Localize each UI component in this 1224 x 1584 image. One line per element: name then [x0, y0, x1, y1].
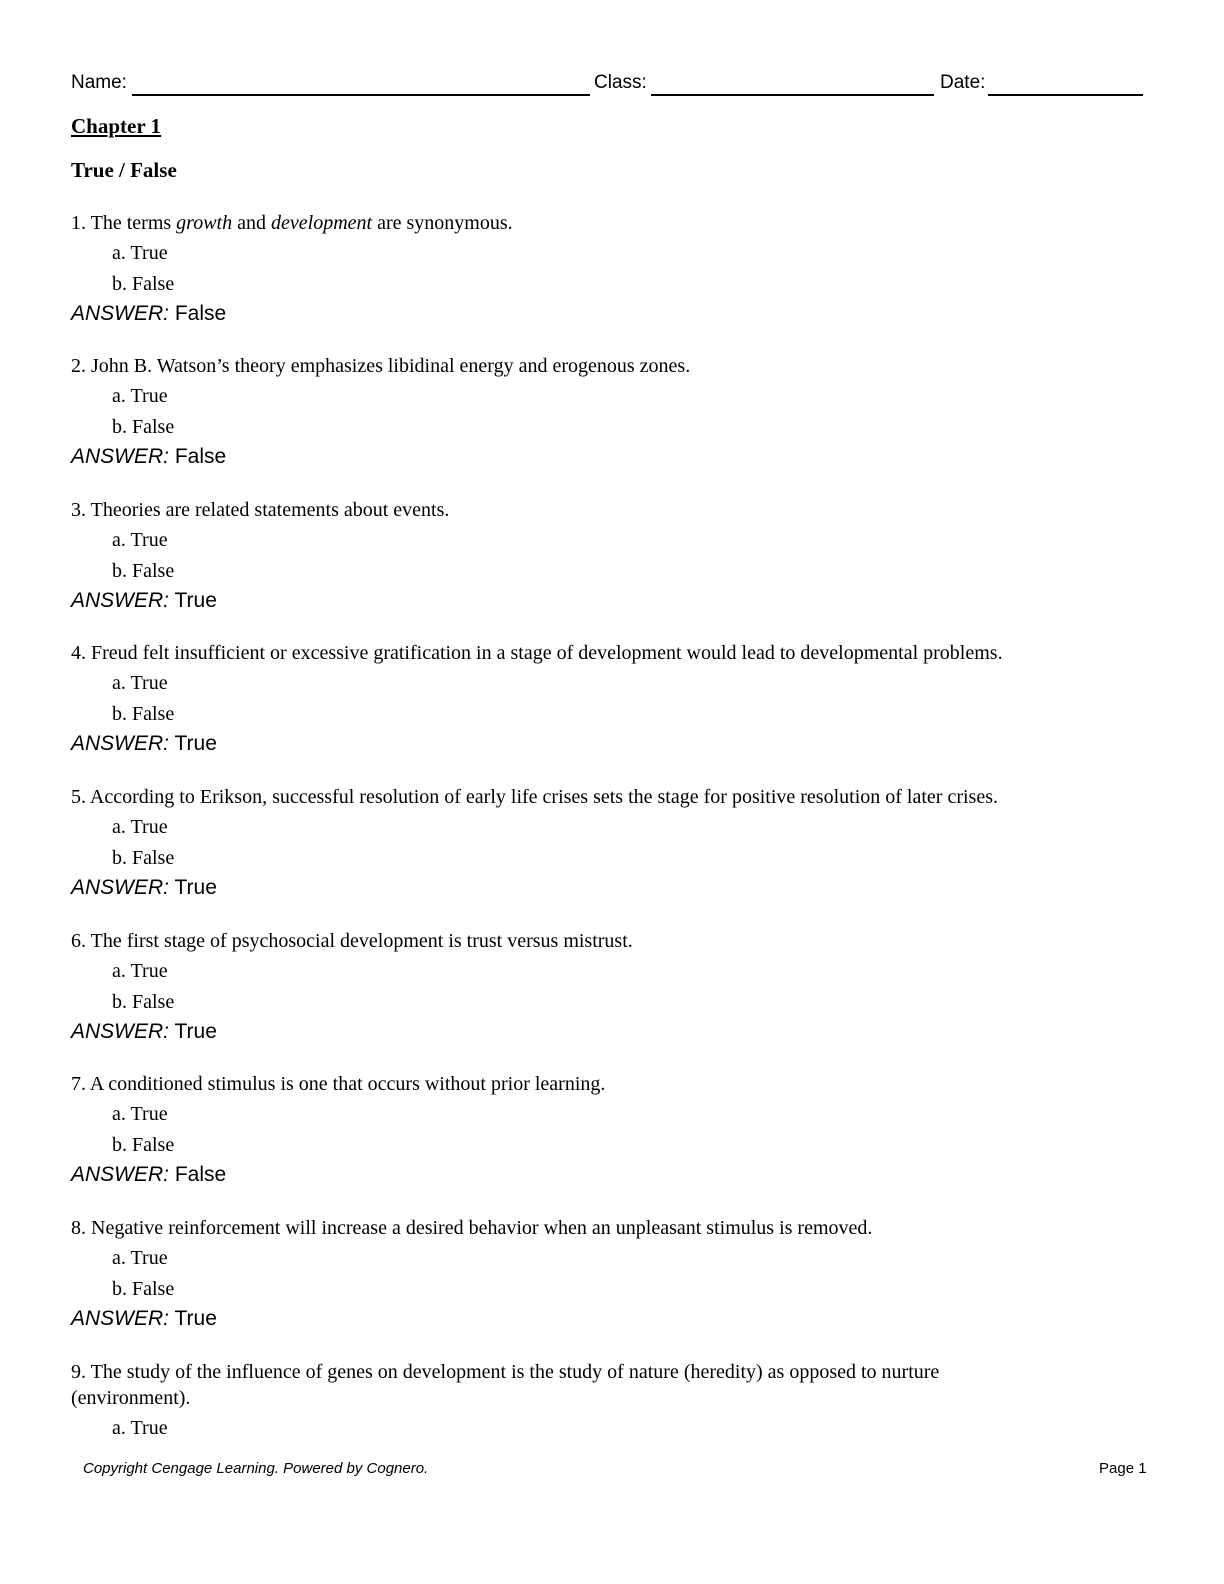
question-stem: 8. Negative reinforcement will increase a desired behavior when an unpleasant stimulus is removed. [71, 1217, 873, 1239]
option-false[interactable]: b. False [112, 991, 175, 1013]
question-stem: 7. A conditioned stimulus is one that occurs without prior learning. [71, 1073, 606, 1095]
question-1 [71, 210, 1151, 327]
question-stem: 6. The first stage of psychosocial development is trust versus mistrust. [71, 930, 633, 952]
question-3 [71, 497, 1151, 614]
option-false[interactable]: b. False [112, 273, 175, 295]
answer-value: False [174, 302, 227, 325]
option-true[interactable]: a. True [112, 242, 168, 264]
question-stem: 5. According to Erikson, successful resolution of early life crises sets the stage for positive resolution of later crises. [71, 786, 998, 808]
answer [71, 444, 1151, 470]
answer-label: ANSWER: [71, 445, 170, 468]
option-false[interactable]: b. False [112, 847, 175, 869]
question-stem: 3. Theories are related statements about events. [71, 499, 450, 521]
answer [71, 1162, 1151, 1188]
date-label: Date: [940, 72, 986, 93]
answer-value: True [174, 1307, 217, 1330]
option-false[interactable]: b. False [112, 560, 175, 582]
option-false[interactable]: b. False [112, 416, 175, 438]
copyright-text: Copyright Cengage Learning. Powered by Cognero. [83, 1460, 429, 1477]
answer [71, 731, 1151, 757]
question-9 [71, 1359, 1031, 1441]
option-true[interactable]: a. True [112, 816, 168, 838]
answer-value: True [174, 1020, 217, 1043]
question-stem: 1. The terms growth and development are synonymous. [71, 212, 513, 234]
option-true[interactable]: a. True [112, 672, 168, 694]
answer-label: ANSWER: [71, 1020, 170, 1043]
answer-label: ANSWER: [71, 1307, 170, 1330]
answer [71, 875, 1151, 901]
answer-label: ANSWER: [71, 876, 170, 899]
option-false[interactable]: b. False [112, 703, 175, 725]
option-true[interactable]: a. True [112, 1247, 168, 1269]
answer [71, 1019, 1151, 1045]
date-field[interactable] [988, 94, 1143, 96]
answer-value: True [174, 732, 217, 755]
question-stem: 2. John B. Watson’s theory emphasizes libidinal energy and erogenous zones. [71, 355, 691, 377]
name-label: Name: [71, 72, 127, 93]
answer-label: ANSWER: [71, 302, 170, 325]
answer-label: ANSWER: [71, 732, 170, 755]
question-8 [71, 1215, 1151, 1332]
name-field[interactable] [132, 94, 590, 96]
question-stem: 9. The study of the influence of genes on development is the study of nature (heredity) as opposed to nurture (environment). [71, 1361, 940, 1409]
answer-value: False [174, 1163, 227, 1186]
option-true[interactable]: a. True [112, 1417, 168, 1439]
header-fields [71, 72, 1143, 98]
section-title: True / False [71, 158, 177, 182]
question-stem: 4. Freud felt insufficient or excessive gratification in a stage of development would lead to developmental problems. [71, 642, 1003, 664]
option-true[interactable]: a. True [112, 529, 168, 551]
answer [71, 588, 1151, 614]
answer [71, 301, 1151, 327]
answer-value: True [174, 876, 217, 899]
option-false[interactable]: b. False [112, 1278, 175, 1300]
answer-label: ANSWER: [71, 589, 170, 612]
page-number: Page 1 [1099, 1460, 1147, 1477]
class-label: Class: [594, 72, 647, 93]
answer [71, 1306, 1151, 1332]
answer-value: True [174, 589, 217, 612]
question-5 [71, 784, 1151, 901]
question-7 [71, 1071, 1151, 1188]
question-2 [71, 353, 1151, 470]
answer-value: False [174, 445, 227, 468]
option-true[interactable]: a. True [112, 1103, 168, 1125]
answer-label: ANSWER: [71, 1163, 170, 1186]
option-true[interactable]: a. True [112, 385, 168, 407]
option-false[interactable]: b. False [112, 1134, 175, 1156]
chapter-title: Chapter 1 [71, 114, 162, 138]
option-true[interactable]: a. True [112, 960, 168, 982]
question-6 [71, 928, 1151, 1045]
question-4 [71, 640, 1151, 757]
class-field[interactable] [651, 94, 934, 96]
